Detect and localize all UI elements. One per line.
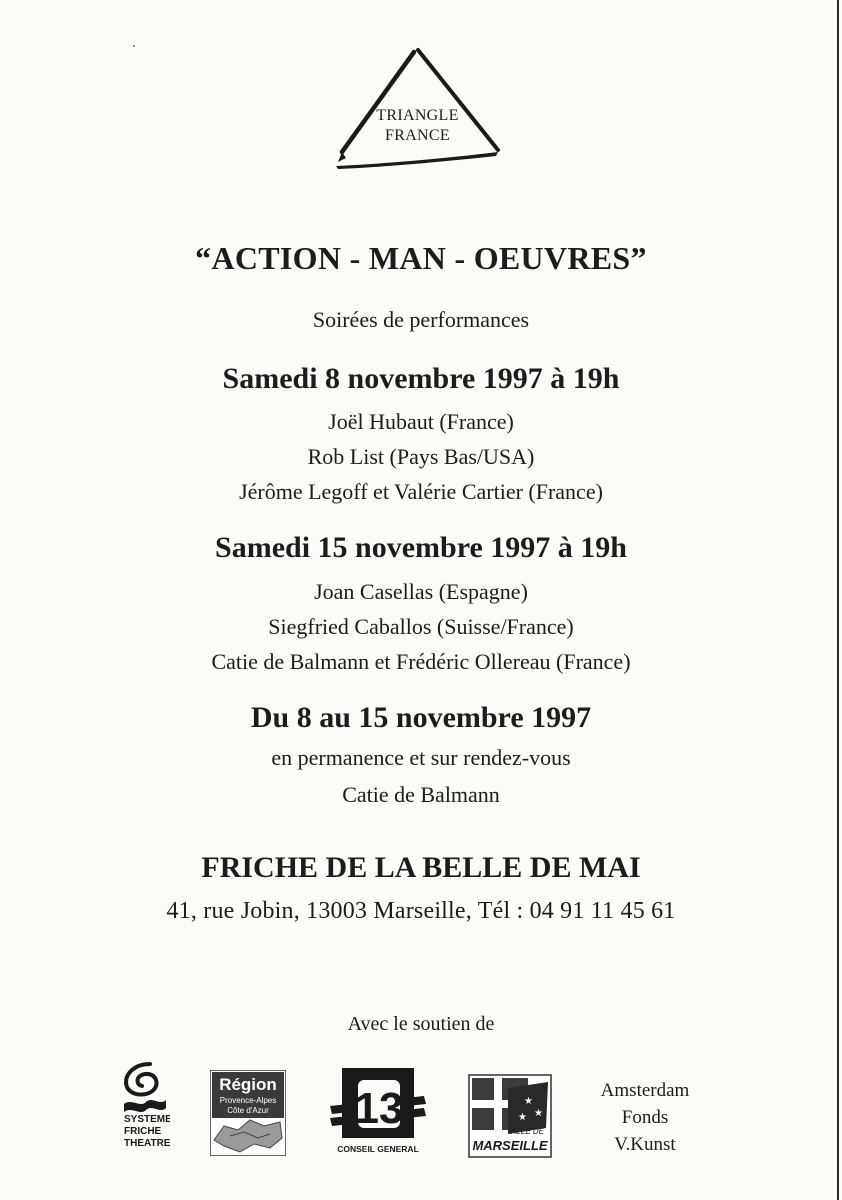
- event-2-line-3: Catie de Balmann et Frédéric Ollereau (France): [211, 649, 631, 674]
- venue-name: FRICHE DE LA BELLE DE MAI: [201, 851, 641, 884]
- logo-text: [330, 106, 505, 146]
- event-date-3: Du 8 au 15 novembre 1997: [250, 701, 592, 734]
- event-1-line-2: Rob List (Pays Bas/USA): [307, 444, 535, 469]
- friche-line-2: FRICHE: [124, 1126, 162, 1137]
- conseil-general-13-logo: [328, 1068, 428, 1156]
- event-2-line-2: Siegfried Caballos (Suisse/France): [268, 614, 574, 639]
- ville-de-marseille-logo: [468, 1074, 552, 1158]
- amsterdam-fonds-sponsor: [580, 1077, 710, 1158]
- amsterdam-line-1: Amsterdam: [600, 1080, 690, 1101]
- ville-line-2: MARSEILLE: [472, 1138, 548, 1153]
- ville-line-1: VILLE DE: [508, 1127, 544, 1136]
- star-icon: ☆: [540, 1082, 549, 1093]
- amsterdam-line-3: V.Kunst: [614, 1134, 676, 1155]
- region-subtitle-2: Côte d'Azur: [227, 1106, 269, 1115]
- event-2-line-1: Joan Casellas (Espagne): [314, 579, 528, 604]
- poster-subtitle: Soirées de performances: [312, 307, 530, 332]
- svg-text:FRICHE: [124, 1126, 162, 1137]
- support-label: Avec le soutien de: [347, 1013, 495, 1035]
- friche-line-3: THEATRE: [124, 1138, 170, 1149]
- star-icon: ★: [518, 1112, 527, 1123]
- svg-text:SYSTEME: [124, 1114, 170, 1125]
- spiral-icon: [120, 1060, 170, 1156]
- amsterdam-line-2: Fonds: [621, 1107, 669, 1128]
- region-title: Région: [219, 1075, 277, 1094]
- triangle-france-logo: [330, 46, 505, 172]
- star-icon: ★: [524, 1096, 533, 1107]
- conseil-number: 13: [354, 1084, 404, 1133]
- event-3-line-1: en permanence et sur rendez-vous: [271, 745, 571, 770]
- region-subtitle-1: Provence-Alpes: [219, 1096, 277, 1105]
- friche-line-1: SYSTEME: [124, 1114, 170, 1125]
- region-paca-logo: [210, 1070, 286, 1156]
- star-icon: ★: [534, 1108, 543, 1119]
- logo-line-1: TRIANGLE: [376, 107, 459, 124]
- systeme-friche-theatre-logo: [120, 1060, 170, 1156]
- event-3-line-2: Catie de Balmann: [342, 782, 500, 807]
- svg-text:THEATRE: [124, 1138, 170, 1149]
- event-date-1: Samedi 8 novembre 1997 à 19h: [222, 362, 620, 395]
- poster-title: “ACTION - MAN - OEUVRES”: [195, 240, 647, 276]
- event-1-line-3: Jérôme Legoff et Valérie Cartier (France): [239, 479, 603, 504]
- logo-line-2: FRANCE: [385, 127, 450, 144]
- conseil-label: CONSEIL GENERAL: [337, 1144, 419, 1154]
- event-1-line-1: Joël Hubaut (France): [328, 409, 514, 434]
- event-date-2: Samedi 15 novembre 1997 à 19h: [215, 531, 627, 564]
- venue-address: 41, rue Jobin, 13003 Marseille, Tél : 04 91 11 45 61: [166, 898, 676, 924]
- paper-speck: [133, 45, 135, 47]
